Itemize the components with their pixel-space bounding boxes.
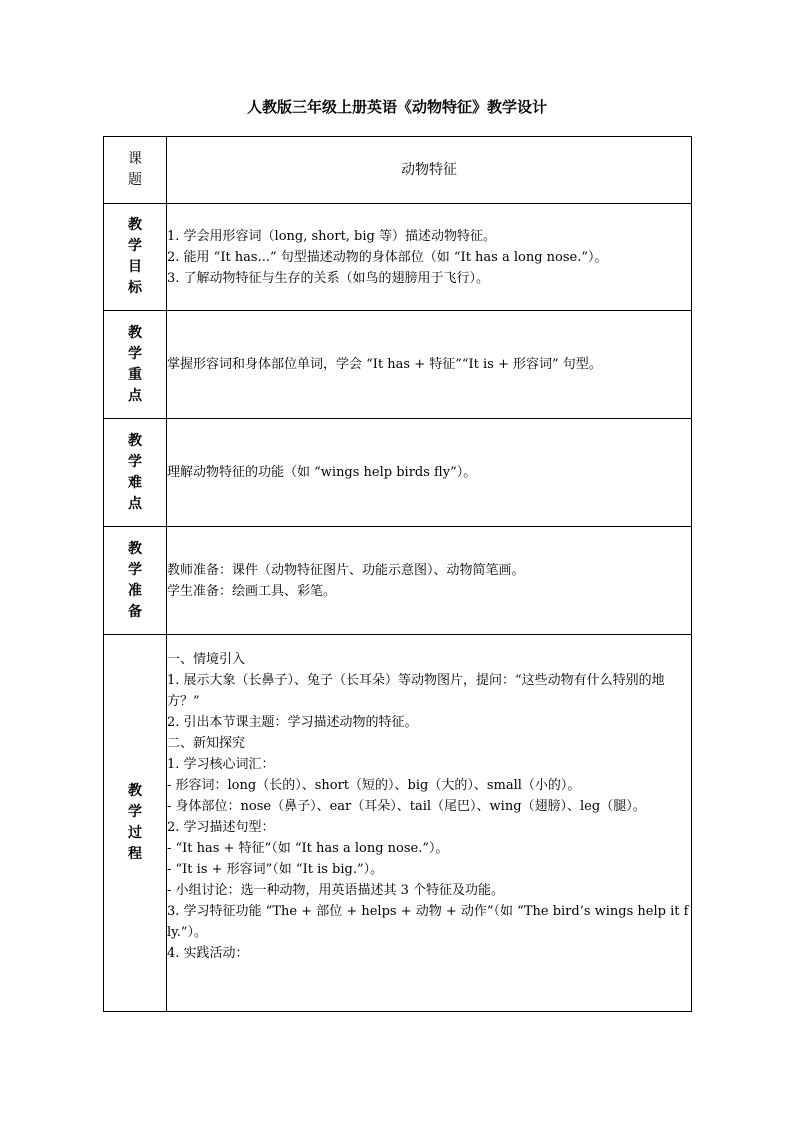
table-row-process xyxy=(104,635,692,1012)
document-title: 人教版三年级上册英语《动物特征》教学设计 xyxy=(246,98,547,116)
row-label-key-points: 教 学 重 点 xyxy=(104,311,167,419)
row-label-process: 教 学 过 程 xyxy=(104,635,167,1012)
row-label-preparation: 教 学 准 备 xyxy=(104,527,167,635)
table-row-preparation xyxy=(104,527,692,635)
table-row-difficulties xyxy=(104,419,692,527)
table-row-subject xyxy=(104,137,692,204)
objectives-content: 1. 学会用形容词（long, short, big 等）描述动物特征。 2. 能用 “It has...” 句型描述动物的身体部位（如 “It has a long nose.”）。 3. 了解动物特征与生存的关系（如鸟的翅膀用于飞行）。 xyxy=(167,204,692,311)
table-row-objectives xyxy=(104,204,692,311)
row-label-difficulties: 教 学 难 点 xyxy=(104,419,167,527)
table-row-key-points xyxy=(104,311,692,419)
row-label-subject: 课 题 xyxy=(104,137,167,204)
row-label-objectives: 教 学 目 标 xyxy=(104,204,167,311)
process-content: 一、情境引入 1. 展示大象（长鼻子）、兔子（长耳朵）等动物图片，提问：“这些动物有什么特别的地方？” 2. 引出本节课主题：学习描述动物的特征。 二、新知探究 1. 学习核心词汇： - 形容词：long（长的）、short（短的）、big（大的）、small（小的）。 - 身体部位：nose（鼻子）、ear（耳朵）、tail（尾巴）、wing（翅膀）、leg（腿）。 2. 学习描述句型： - “It has + 特征”（如 “It has a long nose.”）。 - “It is + 形容词”（如 “It is big.”）。 - 小组讨论：选一种动物，用英语描述其 3 个特征及功能。 3. 学习特征功能 “The + 部位 + helps + 动物 + 动作”（如 “The bird’s wings help it fly.”）。 4. 实践活动： xyxy=(167,635,692,1012)
subject-value: 动物特征 xyxy=(167,137,692,204)
difficulties-content: 理解动物特征的功能（如 “wings help birds fly”）。 xyxy=(167,419,692,527)
lesson-plan-table xyxy=(103,136,692,1012)
key-points-content: 掌握形容词和身体部位单词，学会 “It has + 特征”“It is + 形容词” 句型。 xyxy=(167,311,692,419)
preparation-content: 教师准备：课件（动物特征图片、功能示意图）、动物简笔画。 学生准备：绘画工具、彩笔。 xyxy=(167,527,692,635)
